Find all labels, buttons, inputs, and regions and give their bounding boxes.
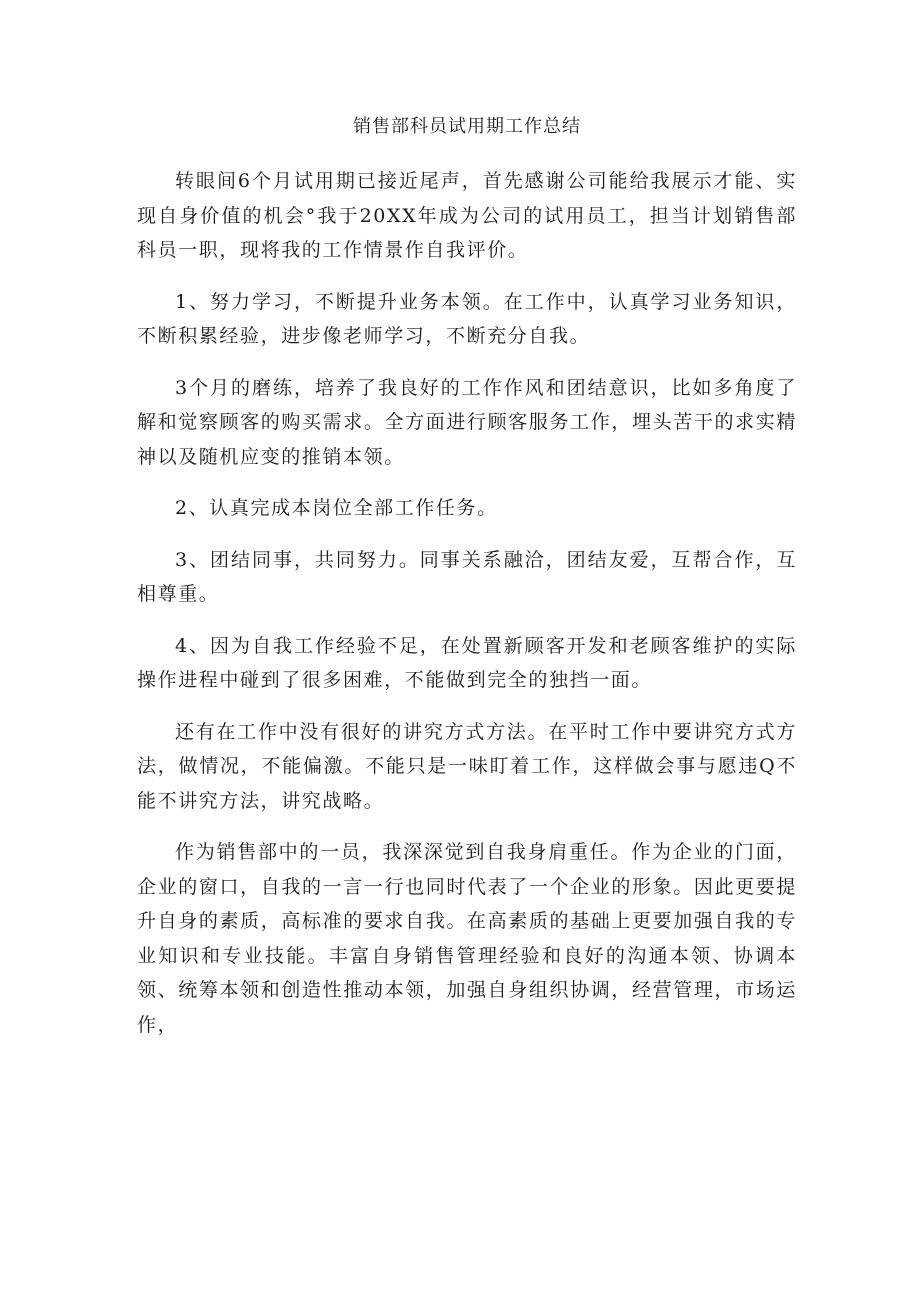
paragraph-point-3: 3、团结同事，共同努力。同事关系融洽，团结友爱，互帮合作，互相尊重。 [137, 548, 797, 605]
document-title: 销售部科员试用期工作总结 [353, 116, 581, 137]
paragraph-intro: 转眼间6个月试用期已接近尾声，首先感谢公司能给我展示才能、实现自身价值的机会°我于20XX年成为公司的试用员工，担当计划销售部科员一职，现将我的工作情景作自我评价。 [137, 170, 797, 261]
document-page [137, 112, 797, 1042]
paragraph-point-2: 2、认真完成本岗位全部工作任务。 [175, 497, 498, 519]
paragraph-responsibility: 作为销售部中的一员，我深深觉到自我身肩重任。作为企业的门面，企业的窗口，自我的一言一行也同时代表了一个企业的形象。因此更要提升自身的素质，高标准的要求自我。在高素质的基础上更要加强自我的专业知识和专业技能。丰富自身销售管理经验和良好的沟通本领、协调本领、统筹本领和创造性推动本领，加强自身组织协调，经营管理，市场运作， [137, 841, 797, 1036]
paragraph-point-4: 4、因为自我工作经验不足，在处置新顾客开发和老顾客维护的实际操作进程中碰到了很多困难，不能做到完全的独挡一面。 [137, 634, 797, 691]
paragraph-methods: 还有在工作中没有很好的讲究方式方法。在平时工作中要讲究方式方法，做情况，不能偏激。不能只是一味盯着工作，这样做会事与愿违Q不能不讲究方法，讲究战略。 [137, 720, 797, 812]
paragraph-point-1: 1、努力学习，不断提升业务本领。在工作中，认真学习业务知识，不断积累经验，进步像老师学习，不断充分自我。 [137, 290, 797, 347]
paragraph-training: 3个月的磨练，培养了我良好的工作作风和团结意识，比如多角度了解和觉察顾客的购买需求。全方面进行顾客服务工作，埋头苦干的求实精神以及随机应变的推销本领。 [137, 376, 797, 468]
